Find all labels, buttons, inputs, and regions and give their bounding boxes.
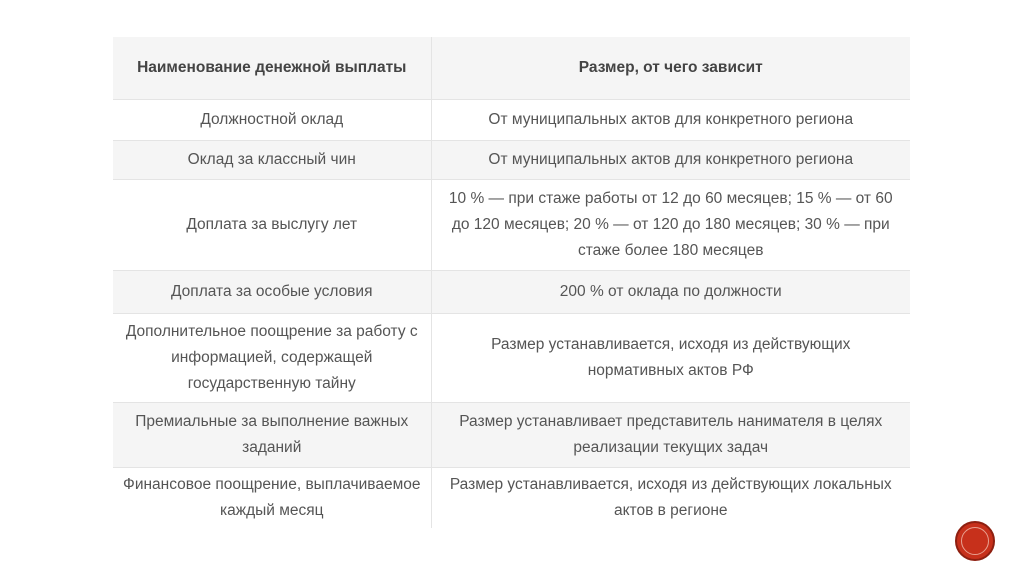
amount-cell: От муниципальных актов для конкретного региона (431, 100, 910, 141)
table-row (113, 100, 910, 141)
payment-name-cell: Доплата за особые условия (113, 271, 431, 314)
payments-table (113, 37, 910, 528)
payment-name-cell: Должностной оклад (113, 100, 431, 141)
amount-cell: Размер устанавливает представитель нанимателя в целях реализации текущих задач (431, 403, 910, 468)
header-row (113, 37, 910, 100)
table-row (113, 468, 910, 529)
amount-cell: 10 % — при стаже работы от 12 до 60 месяцев; 15 % — от 60 до 120 месяцев; 20 % — от 120 до 180 месяцев; 30 % — при стаже более 180 месяцев (431, 180, 910, 271)
payment-name-cell: Дополнительное поощрение за работу с информацией, содержащей государственную тайну (113, 314, 431, 403)
amount-cell: Размер устанавливается, исходя из действующих локальных актов в регионе (431, 468, 910, 529)
amount-cell: Размер устанавливается, исходя из действующих нормативных актов РФ (431, 314, 910, 403)
payment-name-cell: Оклад за классный чин (113, 141, 431, 180)
amount-cell: От муниципальных актов для конкретного региона (431, 141, 910, 180)
header-amount: Размер, от чего зависит (431, 37, 910, 100)
table-row (113, 180, 910, 271)
payment-name-cell: Доплата за выслугу лет (113, 180, 431, 271)
table-row (113, 141, 910, 180)
table (113, 37, 910, 528)
amount-cell: 200 % от оклада по должности (431, 271, 910, 314)
header-payment-name: Наименование денежной выплаты (113, 37, 431, 100)
table-row (113, 271, 910, 314)
table-row (113, 314, 910, 403)
payment-name-cell: Премиальные за выполнение важных заданий (113, 403, 431, 468)
slide-badge-icon (955, 521, 995, 561)
payment-name-cell: Финансовое поощрение, выплачиваемое каждый месяц (113, 468, 431, 529)
table-row (113, 403, 910, 468)
